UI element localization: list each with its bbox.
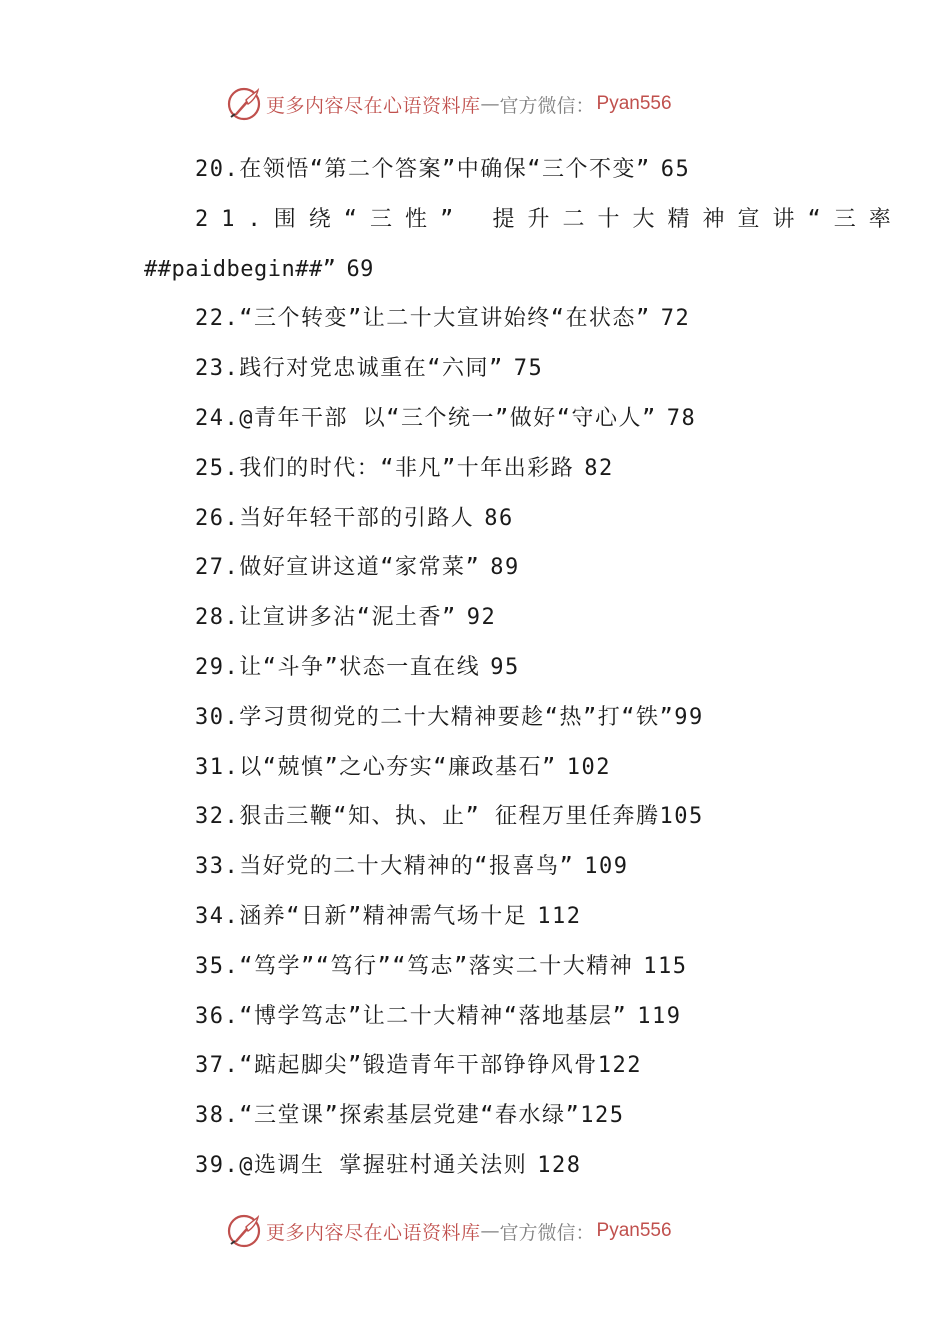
toc-entry-page: 99 <box>674 704 704 730</box>
toc-entry-page: 92 <box>466 605 497 631</box>
toc-entry-23[interactable] <box>0 349 950 399</box>
toc-entry-25[interactable] <box>0 449 950 499</box>
toc-entry-page: 82 <box>584 455 614 481</box>
toc-entry-title: 37.“踮起脚尖”锻造青年干部铮铮风骨 <box>195 1053 598 1079</box>
toc-entry-page: 112 <box>537 903 582 929</box>
watermark-wechat-label: 官方微信： <box>499 94 595 117</box>
toc-entry-35[interactable] <box>0 947 950 997</box>
toc-entry-page: 105 <box>659 804 704 830</box>
toc-entry-28[interactable] <box>0 598 950 648</box>
toc-entry-page: 75 <box>513 356 544 382</box>
toc-entry-page: 95 <box>490 654 520 680</box>
toc-entry-page: 122 <box>597 1053 642 1079</box>
toc-entry-page: 102 <box>566 754 611 780</box>
toc-entry-title: 31.以“兢慎”之心夯实“廉政基石” <box>195 754 557 780</box>
watermark-wechat-label: 官方微信： <box>499 1221 595 1244</box>
toc-entry-title: 32.狠击三鞭“知、执、止” 征程万里任奔腾 <box>195 804 660 830</box>
toc-entry-22[interactable] <box>0 299 950 349</box>
toc-entry-title: ##paidbegin##” <box>144 256 337 282</box>
toc-entry-title: 33.当好党的二十大精神的“报喜鸟” <box>195 854 575 880</box>
toc-entry-27[interactable] <box>0 548 950 598</box>
toc-entry-24[interactable] <box>0 399 950 449</box>
toc-entry-page: 128 <box>537 1152 582 1178</box>
toc-entry-title: 34.涵养“日新”精神需气场十足 <box>195 903 528 929</box>
quill-pen-logo-icon <box>226 1213 262 1249</box>
toc-entry-33[interactable] <box>0 847 950 897</box>
toc-entry-page: 125 <box>580 1103 625 1129</box>
toc-entry-title: 36.“博学笃志”让二十大精神“落地基层” <box>195 1003 628 1029</box>
toc-entry-page: 119 <box>637 1003 682 1029</box>
watermark-dash: — <box>480 1220 500 1242</box>
toc-entry-page: 65 <box>660 157 691 182</box>
toc-entry-39[interactable] <box>0 1146 950 1196</box>
toc-entry-31[interactable] <box>0 748 950 798</box>
watermark-text: 更多内容尽在心语资料库 <box>266 94 481 117</box>
toc-entry-title: 35.“笃学”“笃行”“笃志”落实二十大精神 <box>195 953 634 979</box>
toc-entry-title: 38.“三堂课”探索基层党建“春水绿” <box>195 1103 581 1129</box>
toc-entry-title: 29.让“斗争”状态一直在线 <box>195 654 481 680</box>
toc-entry-title: 21.围绕“三性” 提升二十大精神宣讲“三率 <box>195 206 904 232</box>
toc-entry-title: 20.在领悟“第二个答案”中确保“三个不变” <box>195 157 651 182</box>
toc-entry-title: 24.@青年干部 以“三个统一”做好“守心人” <box>195 405 657 431</box>
watermark-banner-bottom <box>226 1211 746 1251</box>
toc-entry-title: 22.“三个转变”让二十大宣讲始终“在状态” <box>195 306 651 332</box>
toc-entry-title: 28.让宣讲多沾“泥土香” <box>195 605 457 631</box>
watermark-text: 更多内容尽在心语资料库 <box>266 1221 481 1244</box>
toc-entry-page: 89 <box>490 555 520 581</box>
toc-entry-page: 109 <box>584 854 629 880</box>
toc-entry-page: 86 <box>484 505 514 531</box>
toc-entry-title: 25.我们的时代：“非凡”十年出彩路 <box>195 455 575 481</box>
watermark-wechat-id: Pyan556 <box>596 1220 672 1241</box>
toc-entry-34[interactable] <box>0 897 950 947</box>
watermark-wechat-id: Pyan556 <box>596 93 672 114</box>
quill-pen-logo-icon <box>226 86 262 122</box>
toc-entry-38[interactable] <box>0 1096 950 1146</box>
toc-entry-title: 26.当好年轻干部的引路人 <box>195 505 475 531</box>
toc-entry-title: 39.@选调生 掌握驻村通关法则 <box>195 1152 528 1178</box>
toc-entry-title: 30.学习贯彻党的二十大精神要趁“热”打“铁” <box>195 704 675 730</box>
toc-entry-32[interactable] <box>0 797 950 847</box>
toc-entry-20[interactable] <box>0 150 950 200</box>
watermark-banner-top <box>226 84 746 124</box>
toc-entry-title: 27.做好宣讲这道“家常菜” <box>195 555 481 581</box>
toc-entry-36[interactable] <box>0 997 950 1047</box>
toc-entry-page: 115 <box>643 953 688 979</box>
toc-entry-title: 23.践行对党忠诚重在“六同” <box>195 356 504 382</box>
toc-entry-26[interactable] <box>0 499 950 549</box>
toc-entry-page: 69 <box>346 256 374 282</box>
toc-entry-29[interactable] <box>0 648 950 698</box>
watermark-dash: — <box>480 93 500 115</box>
toc-entry-page: 72 <box>660 306 691 332</box>
toc-entry-37[interactable] <box>0 1046 950 1096</box>
toc-entry-30[interactable] <box>0 698 950 748</box>
toc-entry-21-continued[interactable] <box>0 250 950 300</box>
toc-entry-page: 78 <box>666 405 697 431</box>
table-of-contents <box>0 150 950 1196</box>
toc-entry-21[interactable] <box>0 200 950 250</box>
